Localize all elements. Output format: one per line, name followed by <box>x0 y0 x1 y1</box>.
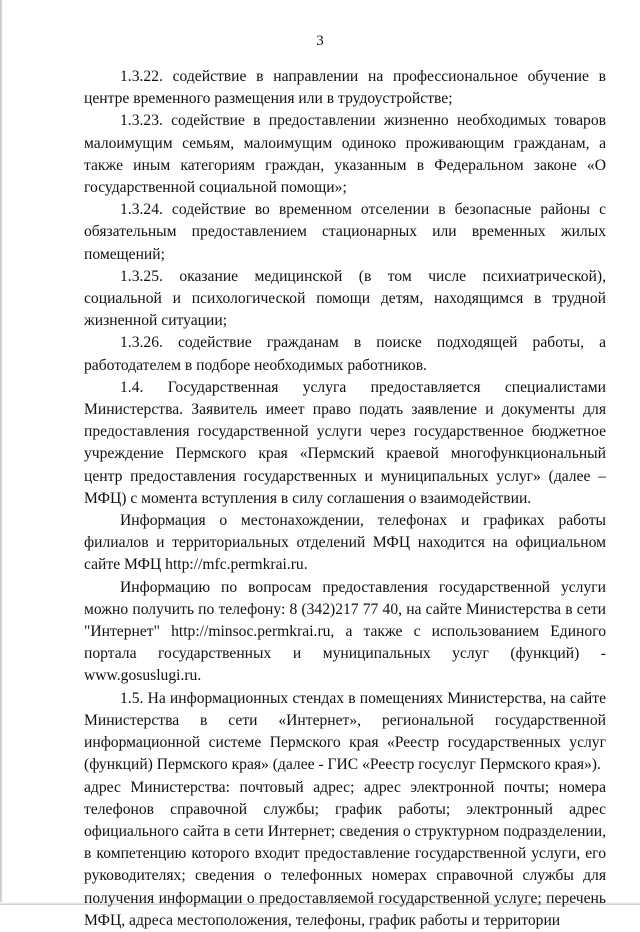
paragraph-1-5: 1.5. На информационных стендах в помещениях Министерства, на сайте Министерства в сети «Интернет», региональной государственной информационной системе Пермского края «Реестр государственных услуг (функций) Пермского края» (далее - ГИС «Реестр госуслуг Пермского края»). <box>84 689 606 774</box>
paragraph-1-4: 1.4. Государственная услуга предоставляется специалистами Министерства. Заявитель имеет право подать заявление и документы для предоставления государственной услуги через государственное бюджетное учреждение Пермского края «Пермский краевой многофункциональный центр предоставления государственных и муниципальных услуг» (далее – МФЦ) с момента вступления в силу соглашения о взаимодействии. <box>84 378 606 507</box>
paragraph-mfc-info: Информация о местонахождении, телефонах и графиках работы филиалов и территориальных отделений МФЦ находится на официальном сайте МФЦ http://mfc.permkrai.ru. <box>84 512 606 574</box>
paragraph-1-3-23: 1.3.23. содействие в предоставлении жизненно необходимых товаров малоимущим семьям, малоимущим одиноко проживающим гражданам, а также иным категориям граждан, указанным в Федеральном законе «О государственной социальной помощи»; <box>84 112 606 197</box>
paragraph-1-3-25: 1.3.25. оказание медицинской (в том числе психиатрической), социальной и психологической помощи детям, находящимся в трудной жизненной ситуации; <box>84 267 606 330</box>
paragraph-1-3-22: 1.3.22. содействие в направлении на профессиональное обучение в центре временного размещения или в трудоустройстве; <box>84 68 606 108</box>
scan-left-edge <box>0 0 3 905</box>
document-body <box>84 66 606 932</box>
paragraph-ministry-address: адрес Министерства: почтовый адрес; адрес электронной почты; номера телефонов справочной службы; график работы; электронный адрес официального сайта в сети Интернет; сведения о структурном подразделении, в компетенцию которого входит предоставление государственной услуги, его руководителях; сведения о телефонных номерах справочной службы для получения информации о предоставляемой государственной услуге; перечень МФЦ, адреса местоположения, телефоны, график работы и территории <box>84 778 606 929</box>
paragraph-1-3-26: 1.3.26. содействие гражданам в поиске подходящей работы, а работодателем в подборе необходимых работников. <box>84 334 606 374</box>
paragraph-1-3-24: 1.3.24. содействие во временном отселении в безопасные районы с обязательным предоставлением стационарных или временных жилых помещений; <box>84 201 606 263</box>
paragraph-contact-info: Информацию по вопросам предоставления государственной услуги можно получить по телефону: 8 (342)217 77 40, на сайте Министерства в сети "Интернет" http://minsoc.permkrai.ru, а также с использованием Единого портала государственных и муниципальных услуг (функций) - www.gosuslugi.ru. <box>84 578 606 685</box>
page-number: 3 <box>316 33 324 49</box>
